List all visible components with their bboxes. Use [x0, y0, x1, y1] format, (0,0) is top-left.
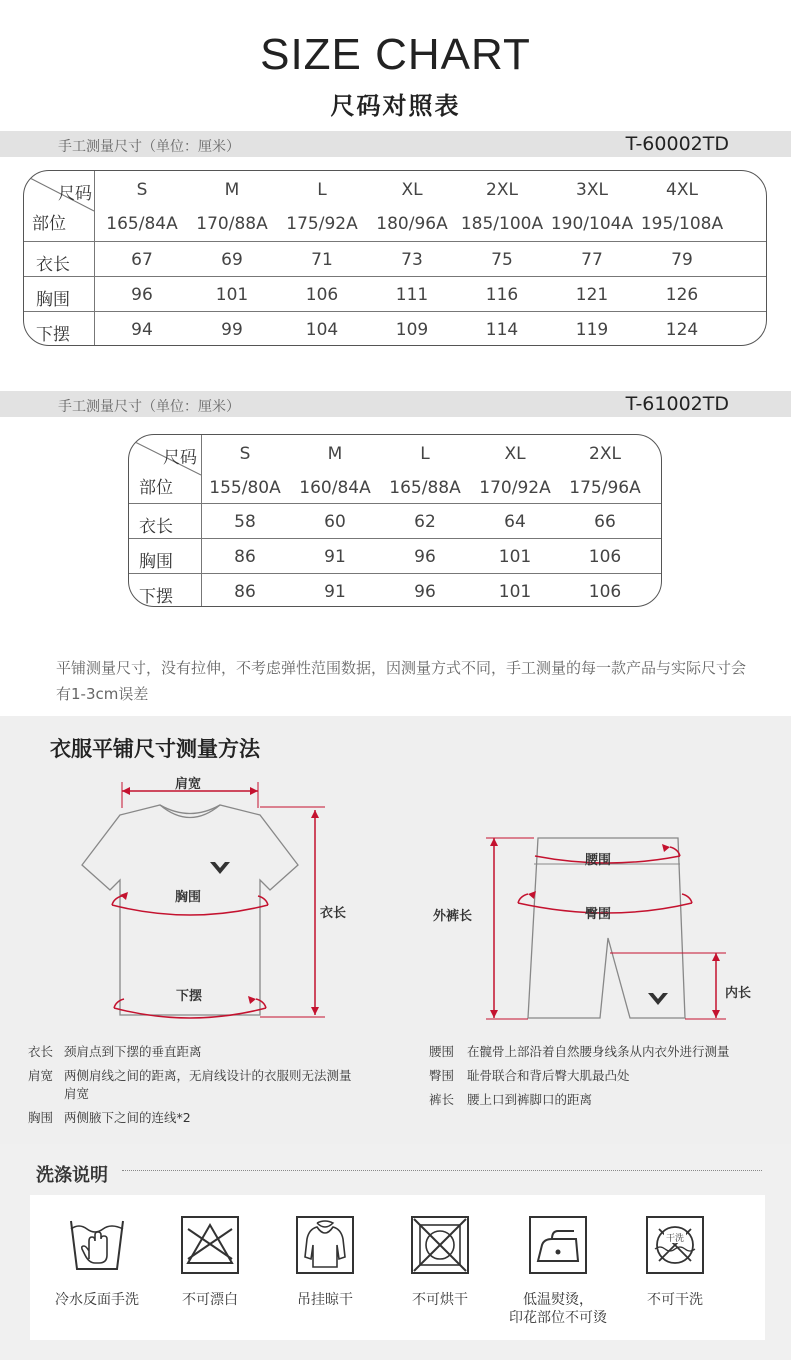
size-table-2	[128, 434, 662, 607]
table-cell: 119	[575, 320, 609, 340]
shirt-descriptions	[28, 1043, 368, 1127]
table-cell: 101	[498, 547, 532, 567]
low-iron-label	[493, 1291, 623, 1327]
size-header: 2XL	[486, 180, 518, 200]
title-en: SIZE CHART	[260, 30, 531, 79]
corner-size-label: 尺码	[58, 184, 92, 204]
row-label: 胸围	[36, 290, 70, 310]
table-cell: 126	[665, 285, 699, 305]
table-cell: 79	[671, 250, 693, 270]
table2-header-bar	[0, 391, 791, 417]
wash-title: 洗涤说明	[36, 1165, 108, 1186]
unit-label: 手工测量尺寸（单位：厘米）	[58, 139, 240, 155]
hang-dry-label: 吊挂晾干	[297, 1292, 353, 1308]
spec-header: 190/104A	[550, 214, 634, 234]
table-cell: 114	[485, 320, 519, 340]
size-header: S	[239, 444, 251, 464]
size-header: S	[136, 180, 148, 200]
pants-diagram	[480, 828, 750, 1028]
row-label: 下摆	[36, 325, 70, 345]
shirt-diagram	[70, 770, 370, 1030]
row-divider	[24, 276, 766, 277]
row-divider	[24, 241, 766, 242]
table-cell: 91	[324, 582, 346, 602]
spec-header: 195/108A	[640, 214, 724, 234]
table-cell: 96	[414, 582, 436, 602]
table-cell: 64	[504, 512, 526, 532]
row-divider	[24, 311, 766, 312]
spec-header: 165/84A	[106, 214, 178, 234]
measurement-title: 衣服平铺尺寸测量方法	[50, 737, 260, 761]
no-dry-clean-icon	[645, 1215, 705, 1275]
row-label: 衣长	[36, 255, 70, 275]
measurement-note: 平铺测量尺寸，没有拉伸，不考虑弹性范围数据，因测量方式不同，手工测量的每一款产品与实际尺寸会有1-3cm误差	[56, 659, 747, 703]
size-header: L	[317, 180, 327, 200]
spec-header: 175/92A	[286, 214, 358, 234]
size-header: L	[420, 444, 430, 464]
model-code: T-60002TD	[625, 133, 729, 155]
table-cell: 73	[401, 250, 423, 270]
waist-label: 腰围	[585, 853, 612, 868]
table-cell: 58	[234, 512, 256, 532]
row-label: 衣长	[139, 517, 173, 537]
no-dry-clean-label: 不可干洗	[647, 1292, 703, 1308]
size-header: 4XL	[666, 180, 698, 200]
table-cell: 69	[221, 250, 243, 270]
table-cell: 96	[131, 285, 153, 305]
desc-item: 腰围 在髋骨上部沿着自然腰身线条从内衣外进行测量	[429, 1044, 730, 1059]
desc-item: 臀围 耻骨联合和背后臀大肌最凸处	[429, 1068, 630, 1083]
table-cell: 116	[485, 285, 519, 305]
corner-part-label: 部位	[32, 214, 66, 234]
no-bleach-label: 不可漂白	[182, 1292, 238, 1308]
brand-logo-icon	[648, 993, 668, 1005]
row-divider	[129, 573, 661, 574]
table-cell: 77	[581, 250, 603, 270]
desc-item: 肩宽 两侧肩线之间的距离，无肩线设计的衣服则无法测量肩宽	[28, 1068, 352, 1101]
desc-item: 裤长 腰上口到裤脚口的距离	[429, 1092, 593, 1107]
table-cell: 106	[305, 285, 339, 305]
no-tumble-dry-icon	[410, 1215, 470, 1275]
low-iron-icon	[528, 1215, 588, 1275]
table-cell: 62	[414, 512, 436, 532]
no-tumble-dry-label: 不可烘干	[412, 1292, 468, 1308]
table-cell: 104	[305, 320, 339, 340]
table-cell: 106	[588, 547, 622, 567]
model-code: T-61002TD	[625, 393, 729, 415]
chest-label: 胸围	[175, 890, 202, 905]
size-header: XL	[401, 180, 423, 200]
size-header: 3XL	[576, 180, 608, 200]
dotted-divider	[122, 1170, 762, 1171]
brand-logo-icon	[210, 862, 230, 874]
table-cell: 60	[324, 512, 346, 532]
table-cell: 96	[414, 547, 436, 567]
table-cell: 106	[588, 582, 622, 602]
hand-wash-label: 冷水反面手洗	[55, 1292, 139, 1308]
hang-dry-icon	[295, 1215, 355, 1275]
size-header: M	[224, 180, 240, 200]
desc-item: 胸围 两侧腋下之间的连线*2	[28, 1110, 191, 1125]
inseam-label: 内长	[725, 986, 752, 1001]
size-table-1	[23, 170, 767, 346]
spec-header: 165/88A	[389, 478, 461, 498]
table-cell: 121	[575, 285, 609, 305]
outseam-label: 外裤长	[433, 909, 473, 924]
hem-label: 下摆	[176, 989, 203, 1004]
size-header: XL	[504, 444, 526, 464]
table-cell: 94	[131, 320, 153, 340]
hip-label: 臀围	[585, 907, 612, 922]
table-cell: 75	[491, 250, 513, 270]
table-cell: 99	[221, 320, 243, 340]
title-zh: 尺码对照表	[330, 92, 461, 120]
row-label: 胸围	[139, 552, 173, 572]
spec-header: 180/96A	[376, 214, 448, 234]
corner-size-label: 尺码	[163, 448, 197, 468]
size-header: 2XL	[589, 444, 621, 464]
unit-label: 手工测量尺寸（单位：厘米）	[58, 399, 240, 415]
table-cell: 86	[234, 547, 256, 567]
row-label: 下摆	[139, 587, 173, 607]
no-bleach-icon	[180, 1215, 240, 1275]
spec-header: 175/96A	[569, 478, 641, 498]
table-cell: 101	[215, 285, 249, 305]
pants-descriptions	[429, 1043, 779, 1109]
shoulder-label: 肩宽	[175, 777, 202, 792]
low-iron-label-line1: 低温熨烫，	[523, 1292, 593, 1308]
table-cell: 109	[395, 320, 429, 340]
desc-item: 衣长 颈肩点到下摆的垂直距离	[28, 1044, 202, 1059]
table-cell: 124	[665, 320, 699, 340]
hand-wash-icon	[67, 1215, 127, 1275]
table-cell: 91	[324, 547, 346, 567]
table1-header-bar	[0, 131, 791, 157]
spec-header: 170/88A	[196, 214, 268, 234]
table-cell: 111	[395, 285, 429, 305]
table-cell: 71	[311, 250, 333, 270]
table-cell: 67	[131, 250, 153, 270]
row-divider	[129, 503, 661, 504]
svg-text:干洗: 干洗	[665, 1234, 685, 1244]
length-label: 衣长	[320, 906, 347, 921]
table-cell: 101	[498, 582, 532, 602]
table-cell: 66	[594, 512, 616, 532]
spec-header: 185/100A	[460, 214, 544, 234]
size-header: M	[327, 444, 343, 464]
spec-header: 170/92A	[479, 478, 551, 498]
row-divider	[129, 538, 661, 539]
table-cell: 86	[234, 582, 256, 602]
low-iron-label-line2: 印花部位不可烫	[509, 1310, 607, 1326]
spec-header: 155/80A	[209, 478, 281, 498]
spec-header: 160/84A	[299, 478, 371, 498]
corner-part-label: 部位	[139, 478, 173, 498]
